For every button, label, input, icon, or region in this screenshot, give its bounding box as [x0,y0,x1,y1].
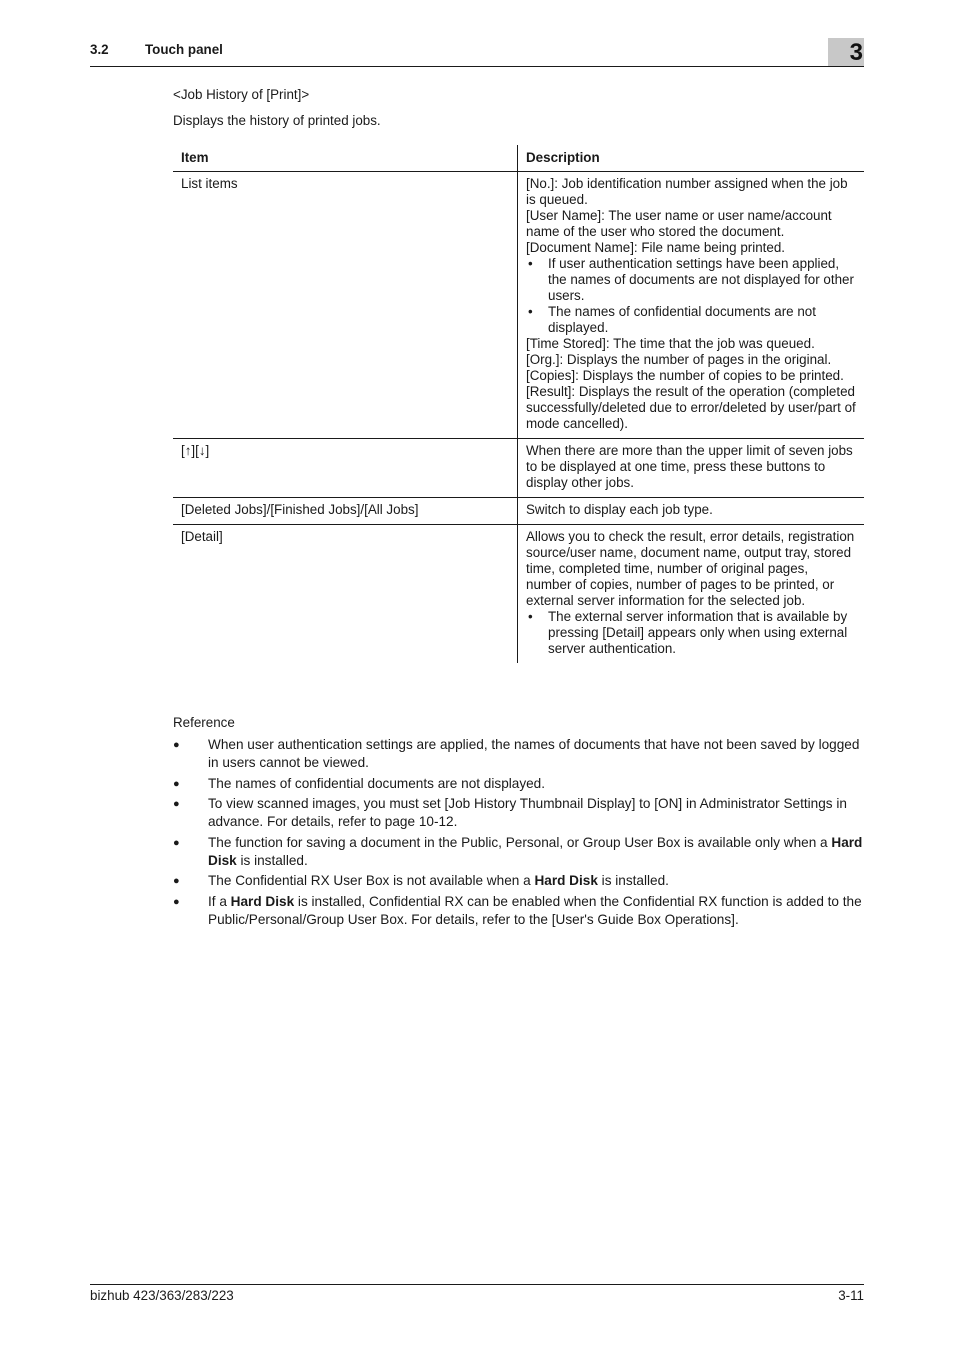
description-bullet: • If user authentication settings have been applied, the names of documents are not displayed for other users. [526,256,856,304]
reference-text: To view scanned images, you must set [Job History Thumbnail Display] to [ON] in Administrator Settings in advance. For details, refer to page 10-12. [208,796,847,829]
bullet-dot-icon: ● [173,895,180,908]
bullet-dot-icon: ● [173,777,180,790]
footer-model: bizhub 423/363/283/223 [90,1288,234,1303]
page-footer [90,1284,864,1303]
page-header [90,38,864,67]
description-line: Allows you to check the result, error details, registration source/user name, document name, output tray, stored time, completed time, number of original pages, number of copies, number of pages to be printed, or external server information for the selected job. [526,529,855,608]
bullet-dot-icon: ● [173,798,180,810]
reference-text: is installed, Confidential RX can be enabled when the Confidential RX function is added to the Public/Personal/Group User Box. For details, refer to the [User's Guide Box Operations]. [208,893,862,927]
table-cell-item: [Deleted Jobs]/[Finished Jobs]/[All Jobs] [173,498,518,525]
reference-item [173,872,864,890]
reference-text: The names of confidential documents are not displayed. [208,775,546,791]
description-line: [Result]: Displays the result of the operation (completed successfully/deleted due to error/deleted by user/part of mode cancelled). [526,384,856,431]
reference-item [173,893,864,929]
section-title: Touch panel [145,42,223,57]
description-line: [Time Stored]: The time that the job was queued. [526,336,815,351]
table-body [173,172,864,664]
chapter-number: 3 [849,39,863,66]
reference-list [173,736,864,931]
reference-title: Reference [173,715,235,730]
reference-text: The Confidential RX User Box is not available when a [208,873,535,888]
table-cell-description [518,525,865,664]
reference-item [173,775,864,793]
table-row [173,439,864,498]
chapter-badge [828,38,864,66]
description-line: [Document Name]: File name being printed. [526,240,786,255]
description-line: [No.]: Job identification number assigned when the job is queued. [526,176,848,207]
table-cell-item: [Detail] [181,529,223,544]
description-line: [User Name]: The user name or user name/account name of the user who stored the document. [526,208,832,239]
reference-text: If a [208,893,231,909]
table-cell-description [518,498,865,525]
reference-text: The function for saving a document in the Public, Personal, or Group User Box is available only when a [208,834,832,850]
footer-page-number: 3-11 [838,1288,864,1303]
job-history-table [173,145,864,663]
description-bullet: • The names of confidential documents are not displayed. [526,304,856,336]
table-cell-item: [↑][↓] [173,439,518,498]
reference-emphasis: Hard Disk [534,873,598,888]
table-header-row [173,145,864,172]
reference-emphasis: Hard Disk [208,834,863,868]
reference-text: When user authentication settings are applied, the names of documents that have not been saved by logged in users cannot be viewed. [208,737,860,770]
description-line: [Copies]: Displays the number of copies to be printed. [526,368,844,383]
subsection-description: Displays the history of printed jobs. [173,113,381,128]
column-header-item: Item [173,145,518,172]
reference-text: is installed. [236,852,308,868]
description-line: Switch to display each job type. [526,502,713,517]
description-line: When there are more than the upper limit of seven jobs to be displayed at one time, press these buttons to display other jobs. [526,443,853,490]
subsection-title: <Job History of [Print]> [173,87,310,102]
reference-emphasis: Hard Disk [230,893,295,909]
reference-item [173,736,864,772]
bullet-dot-icon: ● [173,836,180,849]
bullet-dot-icon: ● [173,875,180,887]
section-number: 3.2 [90,42,109,57]
reference-item [173,834,864,870]
table-cell-item: List items [173,172,518,439]
table-cell-description [518,439,865,498]
table-cell-description [518,172,865,439]
table-row [173,498,864,525]
column-header-description: Description [518,145,865,172]
table-row [173,525,864,664]
bullet-dot-icon: ● [173,739,180,751]
table-row [173,172,864,439]
reference-text: is installed. [597,873,669,888]
description-bullet: • The external server information that is available by pressing [Detail] appears only when using external server authentication. [526,609,856,657]
description-line: [Org.]: Displays the number of pages in the original. [526,352,832,367]
reference-item [173,795,864,831]
